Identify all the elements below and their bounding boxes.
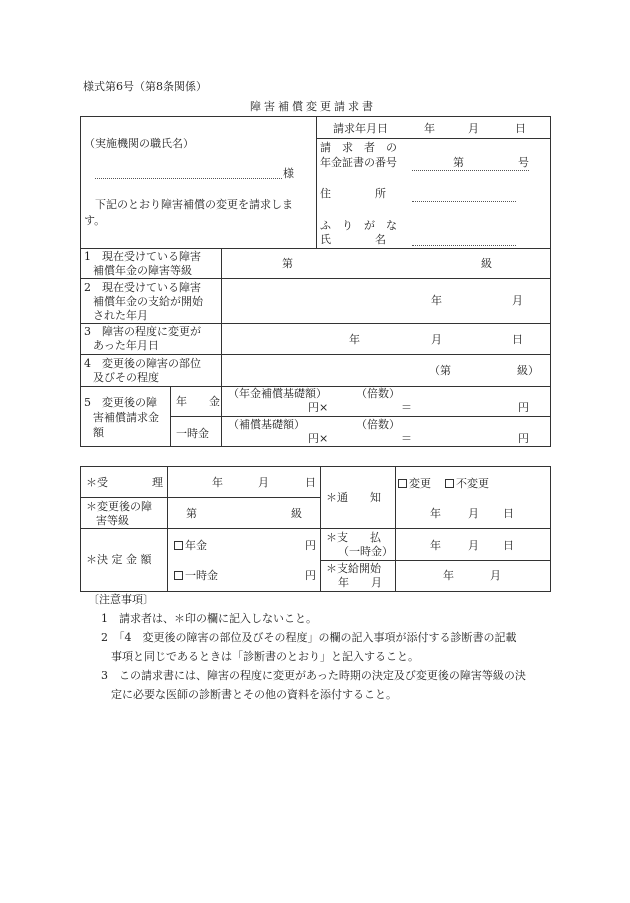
new-grade-dai: 第 <box>186 507 197 520</box>
new-grade-kyu: 級 <box>291 507 302 520</box>
row2-label-1: 2 現在受けている障害 <box>84 281 201 294</box>
decision-lumpsum-option[interactable] <box>174 569 218 582</box>
notice-nochange-option[interactable] <box>445 477 489 490</box>
form-number: 様式第6号（第8条関係） <box>83 80 207 93</box>
decision-amount-label: ＊決 定 金 額 <box>86 553 152 566</box>
sama-label: 様 <box>283 167 294 180</box>
pension-option-label: 年金 <box>185 539 207 552</box>
request-month-unit: 月 <box>468 122 479 135</box>
lumpsum-multiplier-label: （倍数） <box>356 418 400 431</box>
row3-year-unit: 年 <box>349 333 360 346</box>
start-year-unit: 年 <box>443 569 454 582</box>
row4-dai: （第 <box>429 364 451 377</box>
lumpsum-option-label: 一時金 <box>185 569 218 582</box>
pension-multiplier-label: （倍数） <box>356 387 400 400</box>
nochange-checkbox[interactable] <box>445 479 454 488</box>
payment-day-unit: 日 <box>503 539 514 552</box>
row2-label-3: された年月 <box>93 309 148 322</box>
certificate-go: 号 <box>518 156 529 169</box>
pension-yen: 円 <box>518 401 529 414</box>
received-label: ＊受 理 <box>86 476 163 489</box>
row3-month-unit: 月 <box>431 333 442 346</box>
row5-label-2: 害補償請求金 <box>93 411 159 424</box>
payment-month-unit: 月 <box>468 539 479 552</box>
form-title: 障害補償変更請求書 <box>250 100 376 113</box>
change-checkbox[interactable] <box>398 479 407 488</box>
certificate-label-1: 請 求 者 の <box>320 141 397 154</box>
row1-kyu: 級 <box>481 257 492 270</box>
new-grade-label-1: ＊変更後の障 <box>86 500 152 513</box>
lumpsum-checkbox[interactable] <box>174 571 183 580</box>
payment-label-1: ＊支 払 <box>326 531 381 544</box>
new-grade-label-2: 害等級 <box>96 514 129 527</box>
start-month-unit: 月 <box>490 569 501 582</box>
request-date-label: 請求年月日 <box>333 122 388 135</box>
lumpsum-equals: ＝ <box>401 432 412 445</box>
row4-label-1: 4 変更後の障害の部位 <box>84 357 201 370</box>
notice-month-unit: 月 <box>468 507 479 520</box>
change-option-label: 変更 <box>409 477 431 490</box>
row4-label-2: 及びその程度 <box>93 371 159 384</box>
agency-name-field[interactable] <box>95 178 282 179</box>
start-label-2: 年 月 <box>338 576 382 589</box>
lumpsum-yen: 円 <box>518 432 529 445</box>
intro-text-line-2: す。 <box>84 214 106 227</box>
row2-month-unit: 月 <box>512 294 523 307</box>
notice-day-unit: 日 <box>503 507 514 520</box>
notice-change-option[interactable] <box>398 477 431 490</box>
row1-label-2: 補償年金の障害等級 <box>93 264 192 277</box>
request-year-unit: 年 <box>424 122 435 135</box>
received-day-unit: 日 <box>305 476 316 489</box>
row5-label-3: 額 <box>93 426 104 439</box>
payment-label-2: （一時金） <box>338 545 393 558</box>
furigana-label: ふ り が な <box>320 219 397 232</box>
note-3b: 定に必要な医師の診断書とその他の資料を添付すること。 <box>111 688 397 701</box>
certificate-label-2: 年金証書の番号 <box>320 156 397 169</box>
note-2a: 2 「4 変更後の障害の部位及びその程度」の欄の記入事項が添付する診断書の記載 <box>101 631 517 644</box>
pension-base-label: （年金補償基礎額） <box>228 387 327 400</box>
pension-label: 年 金 <box>176 395 220 408</box>
lumpsum-label: 一時金 <box>176 427 209 440</box>
notes-heading: 〔注意事項〕 <box>88 593 154 606</box>
row4-kyu: 級） <box>517 364 539 377</box>
comp-base-label: （補償基礎額） <box>228 418 305 431</box>
decision-lumpsum-yen: 円 <box>305 569 316 582</box>
row3-day-unit: 日 <box>512 333 523 346</box>
notice-label: ＊通 知 <box>326 491 381 504</box>
certificate-dai: 第 <box>453 156 464 169</box>
agency-label: （実施機関の職氏名） <box>84 137 194 150</box>
note-3a: 3 この請求書には、障害の程度に変更があった時期の決定及び変更後の障害等級の決 <box>101 669 526 682</box>
lumpsum-yen-times: 円× <box>308 432 329 445</box>
address-field[interactable] <box>412 201 516 202</box>
note-1: 1 請求者は、＊印の欄に記入しないこと。 <box>101 612 317 625</box>
start-label-1: ＊支給開始 <box>326 562 381 575</box>
pension-equals: ＝ <box>401 401 412 414</box>
name-field[interactable] <box>412 245 516 246</box>
nochange-option-label: 不変更 <box>456 477 489 490</box>
row3-label-2: あった年月日 <box>93 339 159 352</box>
notes-list <box>83 609 553 704</box>
certificate-number-field[interactable] <box>412 170 529 171</box>
name-label: 氏 名 <box>320 233 386 246</box>
intro-text-line-1: 下記のとおり障害補償の変更を請求しま <box>95 198 293 211</box>
note-2b: 事項と同じであるときは「診断書のとおり」と記入すること。 <box>111 650 419 663</box>
address-label: 住 所 <box>320 187 386 200</box>
notice-year-unit: 年 <box>430 507 441 520</box>
row1-label-1: 1 現在受けている障害 <box>84 250 201 263</box>
decision-pension-yen: 円 <box>305 539 316 552</box>
received-month-unit: 月 <box>258 476 269 489</box>
row1-dai: 第 <box>282 257 293 270</box>
row2-year-unit: 年 <box>431 294 442 307</box>
decision-pension-option[interactable] <box>174 539 207 552</box>
payment-year-unit: 年 <box>430 539 441 552</box>
row2-label-2: 補償年金の支給が開始 <box>93 295 203 308</box>
row5-label-1: 5 変更後の障 <box>84 396 157 409</box>
row3-label-1: 3 障害の程度に変更が <box>84 325 201 338</box>
pension-checkbox[interactable] <box>174 541 183 550</box>
request-day-unit: 日 <box>515 122 526 135</box>
received-year-unit: 年 <box>212 476 223 489</box>
pension-yen-times: 円× <box>308 401 329 414</box>
